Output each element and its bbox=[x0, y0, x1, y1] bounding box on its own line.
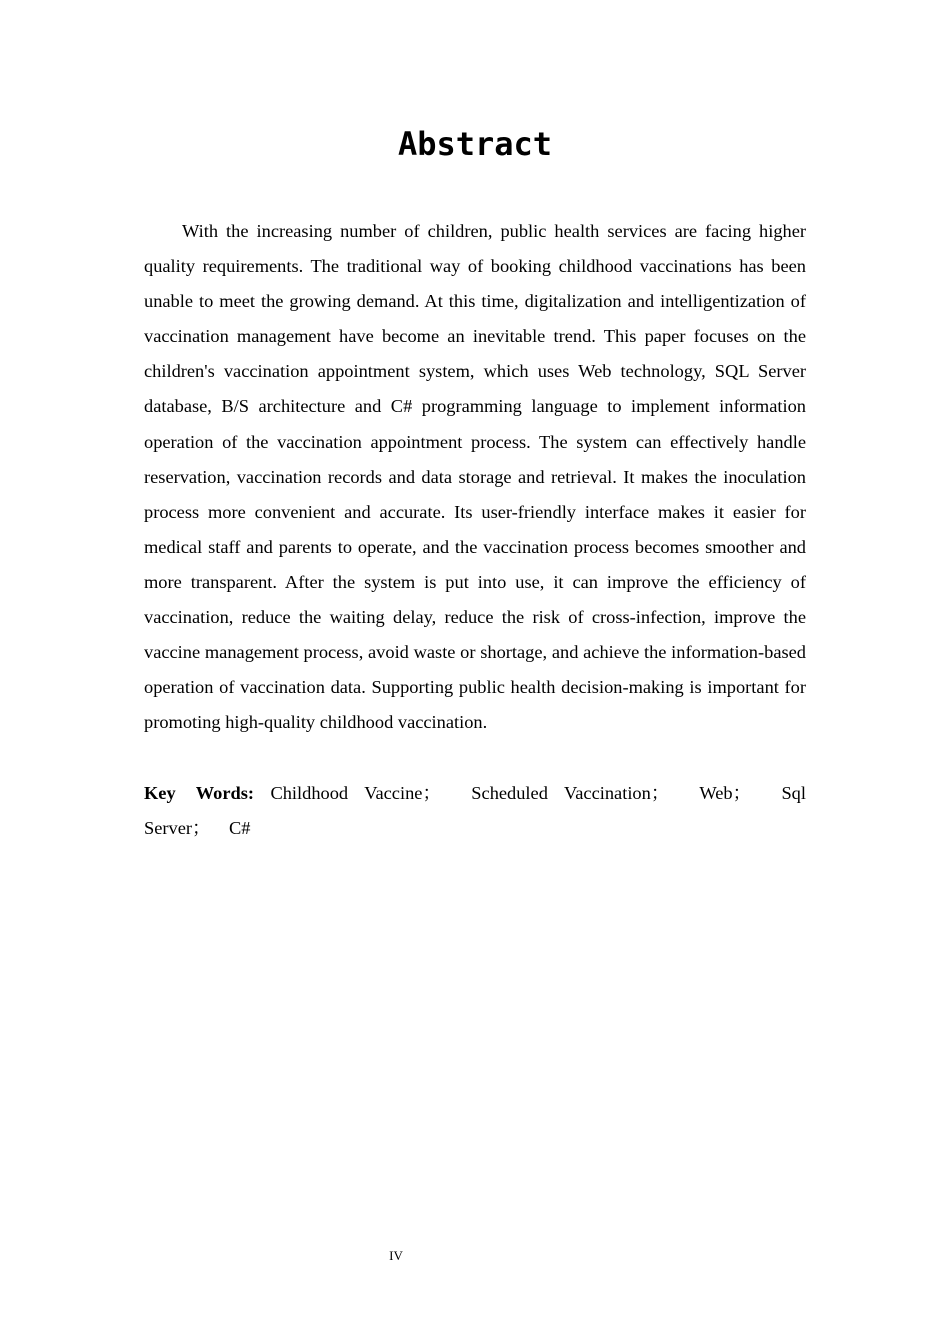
keyword-item: C# bbox=[229, 818, 251, 839]
keywords-line bbox=[144, 776, 806, 846]
keyword-item: Web bbox=[699, 783, 733, 803]
keyword-item: Sql Server bbox=[144, 783, 806, 839]
page-title: Abstract bbox=[397, 125, 553, 163]
keyword-separator: ； bbox=[422, 783, 441, 803]
keyword-separator: ； bbox=[732, 783, 751, 803]
keyword-item: Scheduled Vaccination bbox=[471, 783, 651, 803]
keyword-separator: ； bbox=[192, 818, 211, 839]
keyword-separator: ； bbox=[650, 783, 670, 803]
page-number: IV bbox=[389, 1248, 403, 1263]
keyword-item: Childhood Vaccine bbox=[270, 783, 423, 803]
abstract-paragraph: With the increasing number of children, public health services are facing higher quality requirements. The traditional way of booking childhood vaccinations has been unable to meet the growing demand. At this time, digitalization and intelligentization of vaccination management have become an inevitable trend. This paper focuses on the children's vaccination appointment system, which uses Web technology, SQL Server database, B/S architecture and C# programming language to implement information operation of the vaccination appointment process. The system can effectively handle reservation, vaccination records and data storage and retrieval. It makes the inoculation process more convenient and accurate. Its user-friendly interface makes it easier for medical staff and parents to operate, and the vaccination process becomes smoother and more transparent. After the system is put into use, it can improve the efficiency of vaccination, reduce the waiting delay, reduce the risk of cross-infection, improve the vaccine management process, avoid waste or shortage, and achieve the information-based operation of vaccination data. Supporting public health decision-making is important for promoting high-quality childhood vaccination. bbox=[144, 221, 806, 733]
keywords-label: Key Words: bbox=[144, 783, 255, 803]
